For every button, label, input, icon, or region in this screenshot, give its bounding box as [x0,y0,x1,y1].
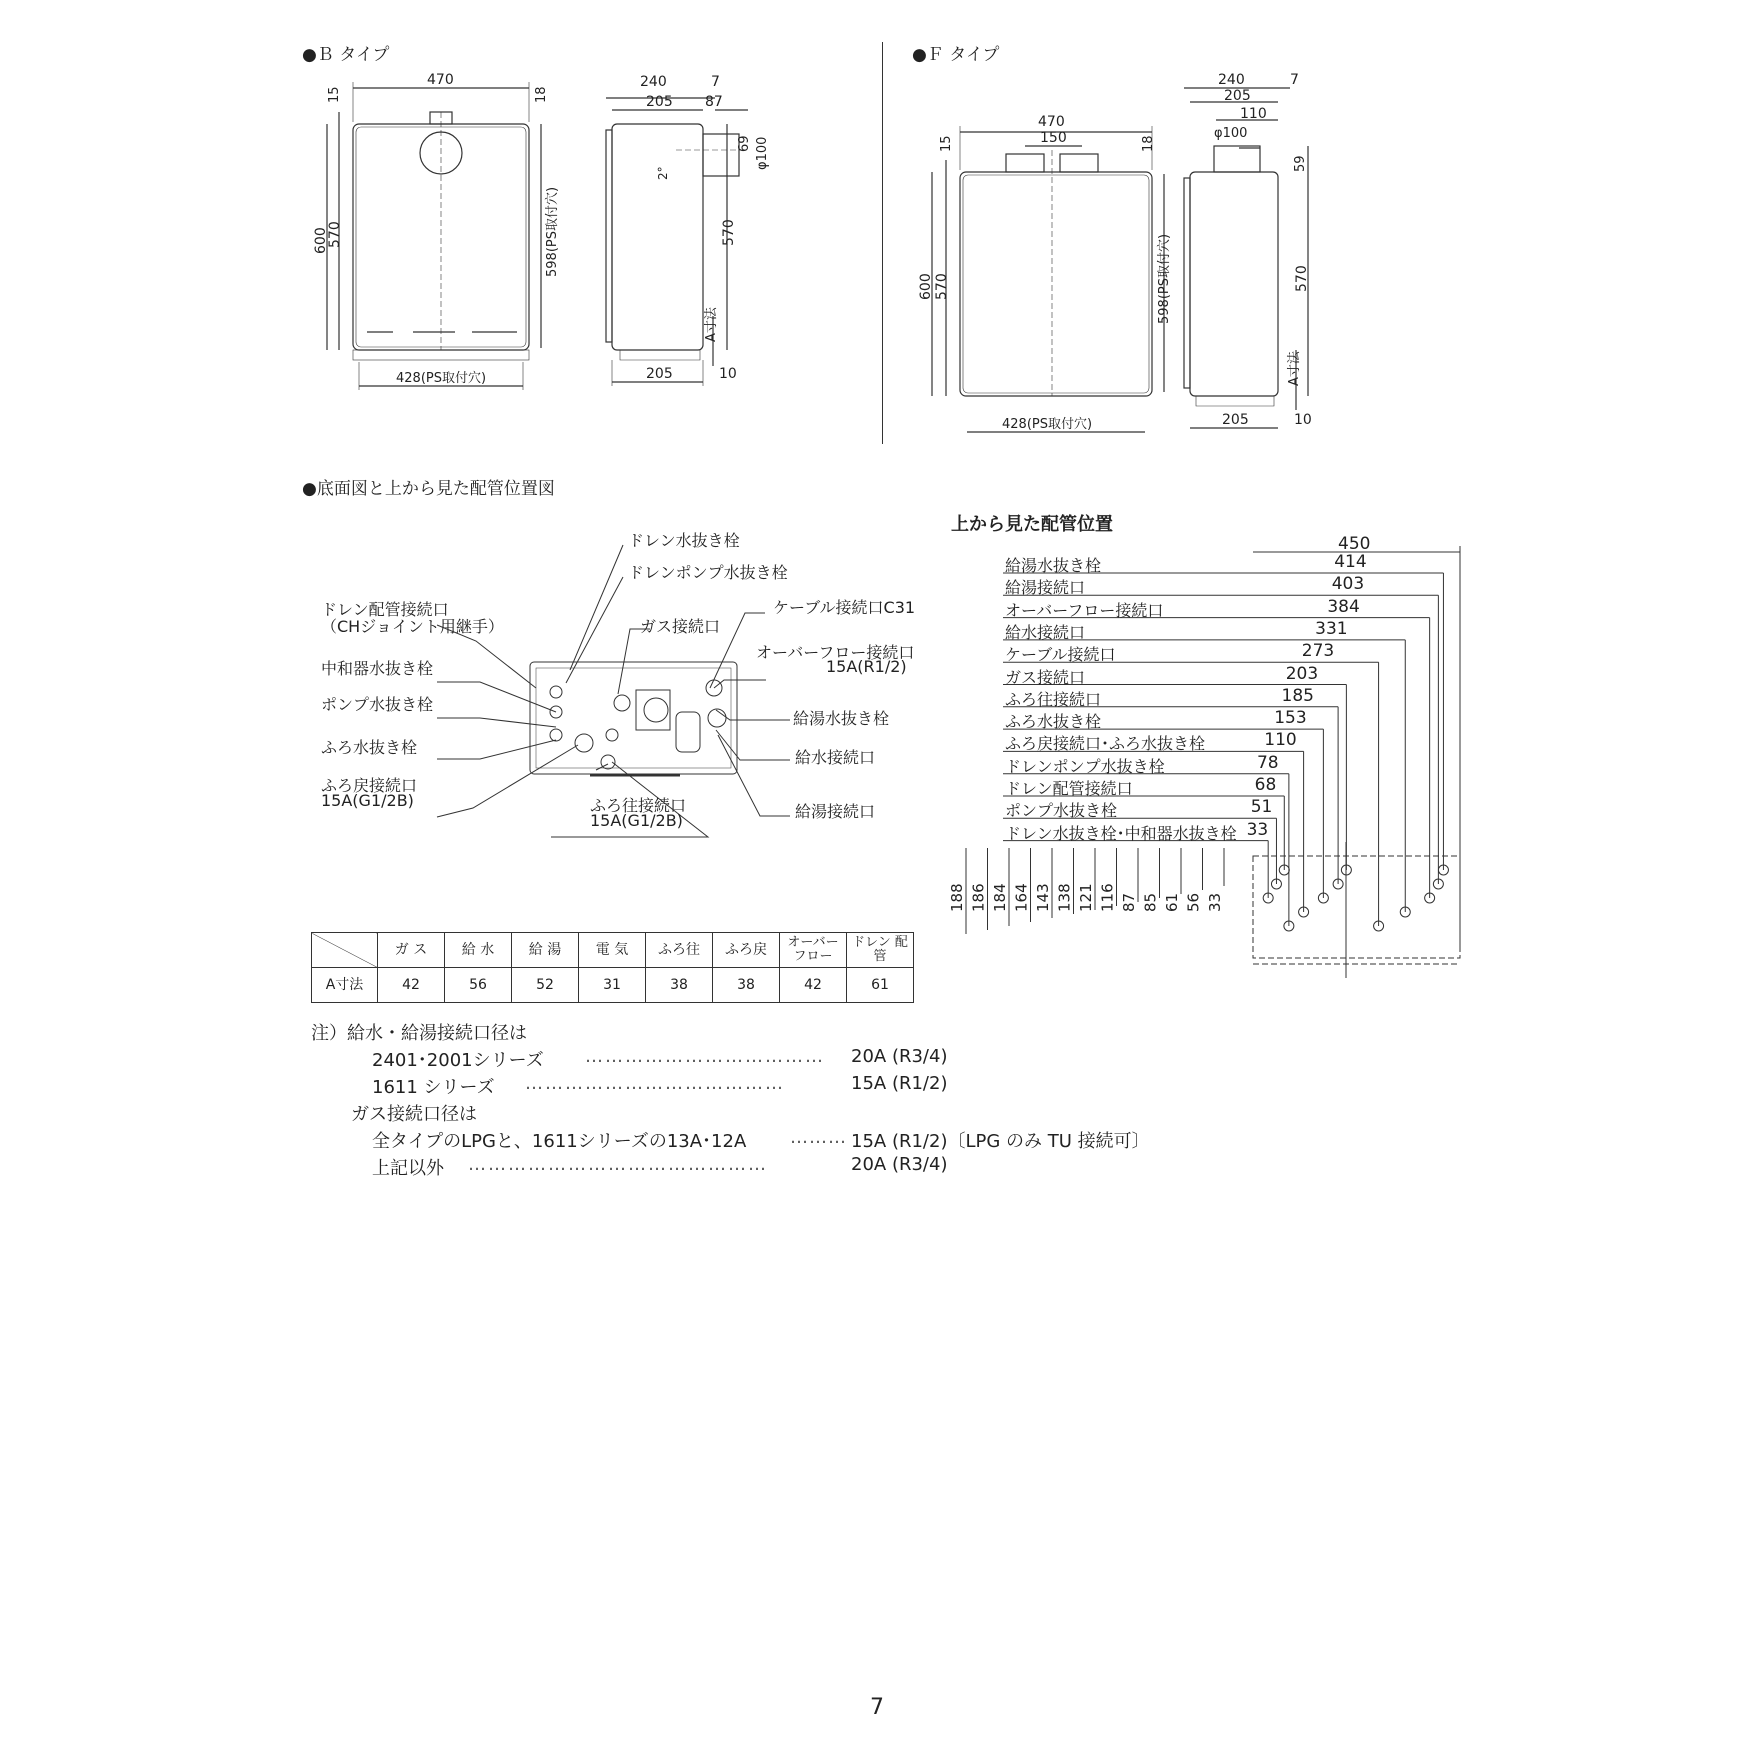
pipe-vertical-dimension: 85 [1141,892,1160,912]
svg-text:87: 87 [705,94,723,110]
value-bath-return: 38 [713,968,780,1003]
pipe-position-value: 414 [1334,552,1367,572]
note-2401-value: 20A (R3/4) [851,1046,948,1067]
svg-text:598(PS取付穴): 598(PS取付穴) [1157,233,1172,324]
pipe-vertical-dimension: 186 [969,883,988,912]
pipe-vertical-dimension: 138 [1055,883,1074,912]
svg-text:600: 600 [918,273,934,300]
pipe-vertical-dimension: 184 [991,883,1009,912]
pipe-position-value: 384 [1327,596,1360,617]
svg-text:150: 150 [1040,130,1067,146]
value-electric: 31 [579,968,646,1003]
header-bath-out: ふろ往 [646,933,713,968]
value-overflow: 42 [780,968,847,1003]
pipe-position-value: 203 [1285,663,1319,684]
header-overflow: オーバー フロー [780,933,847,968]
svg-text:205: 205 [646,94,673,110]
pipe-position-value: 153 [1274,708,1307,729]
svg-text:205: 205 [1222,412,1249,428]
svg-text:18: 18 [534,86,549,103]
svg-text:110: 110 [1240,106,1267,122]
b-side-body [612,124,703,350]
value-water: 56 [445,968,512,1003]
label-bath-valve: ふろ水抜き栓 [321,738,418,757]
pipe-position-label: 給湯接続口 [1005,578,1086,598]
svg-text:570: 570 [721,219,737,246]
note-1611-value: 15A (R1/2) [851,1073,948,1094]
header-bath-return: ふろ戻 [713,933,780,968]
bottom-unit-body [530,662,737,774]
pipe-position-value: 33 [1246,819,1269,840]
svg-text:69: 69 [737,135,752,152]
svg-text:598(PS取付穴): 598(PS取付穴) [545,186,560,277]
value-bath-out: 38 [646,968,713,1003]
label-drain-pipe-sub: （CHジョイント用継手） [321,617,504,636]
svg-text:10: 10 [719,366,737,382]
label-bath-out: ふろ往接続口 [590,796,687,815]
section-b-type: ●Ｂ タイプ [302,45,390,65]
pipe-position-label: ドレン水抜き栓･中和器水抜き栓 [1005,823,1237,843]
table-row [312,968,914,1003]
section-f-type: ●Ｆ タイプ [912,45,1000,65]
pipe-position-value: 78 [1256,752,1279,773]
label-drain-pump-valve: ドレンポンプ水抜き栓 [628,563,788,582]
note-leader-dots: ……………………………… [585,1046,825,1067]
pipe-position-label: ふろ水抜き栓 [1005,712,1102,732]
svg-text:205: 205 [1224,88,1251,104]
pipe-position-value: 185 [1281,685,1314,706]
svg-text:18: 18 [1141,135,1156,152]
label-bath-return: ふろ戻接続口 [321,776,418,795]
note-other-value: 20A (R3/4) [851,1154,948,1175]
label-hot-conn: 給湯接続口 [795,802,876,821]
value-drain: 61 [847,968,914,1003]
pipe-vertical-dimension: 188 [948,883,966,912]
header-electric: 電 気 [579,933,646,968]
svg-text:7: 7 [711,74,720,90]
pipe-vertical-dimension: 87 [1120,892,1138,912]
note-leader-dots: ……………………………………… [468,1154,768,1175]
label-pump-valve: ポンプ水抜き栓 [321,695,434,714]
pipe-vertical-dimension: 61 [1163,892,1181,912]
table-header-row [312,933,914,968]
value-hot: 52 [512,968,579,1003]
svg-text:7: 7 [1290,72,1299,88]
note-lpg-label: 全タイプのLPGと、1611シリーズの13A･12A [372,1131,747,1152]
header-hot: 給 湯 [512,933,579,968]
pipe-position-label: ふろ戻接続口･ふろ水抜き栓 [1005,734,1206,754]
note-leader-dots: ……… [790,1127,847,1148]
svg-text:570: 570 [327,221,343,248]
svg-text:428(PS取付穴): 428(PS取付穴) [1002,417,1093,432]
label-gas: ガス接続口 [640,617,721,636]
pipe-position-value: 51 [1250,797,1273,818]
label-cable: ケーブル接続口C31 [773,598,916,617]
pipe-position-label: オーバーフロー接続口 [1005,600,1164,620]
svg-text:570: 570 [934,273,950,300]
label-water-conn: 給水接続口 [795,748,876,767]
table-corner-cell [312,933,378,968]
pipe-position-value: 331 [1315,618,1348,639]
row-label: A寸法 [312,968,378,1003]
pipe-position-label: ポンプ水抜き栓 [1005,801,1118,821]
note-1611-label: 1611 シリーズ [372,1077,495,1098]
pipe-position-label: ドレンポンプ水抜き栓 [1005,756,1165,776]
svg-text:10: 10 [1294,412,1312,428]
note-2401-label: 2401･2001シリーズ [372,1050,544,1071]
label-neutralizer: 中和器水抜き栓 [321,659,434,678]
svg-text:240: 240 [1218,72,1245,88]
value-gas: 42 [378,968,445,1003]
label-overflow: オーバーフロー接続口 [756,643,915,662]
pipe-position-value: 273 [1301,641,1335,662]
pipe-position-label: 給湯水抜き栓 [1005,556,1102,575]
svg-text:205: 205 [646,366,673,382]
label-drain-valve: ドレン水抜き栓 [628,531,740,550]
label-overflow-size: 15A(R1/2) [826,657,907,676]
section-top-view: 上から見た配管位置 [951,514,1113,535]
pipe-position-value: 110 [1264,730,1297,751]
b-width: 470 [427,72,454,88]
header-water: 給 水 [445,933,512,968]
pipe-position-label: ドレン配管接続口 [1005,779,1133,798]
pipe-vertical-dimension: 116 [1098,883,1117,912]
pipe-position-label: 給水接続口 [1005,622,1086,642]
svg-text:A寸法: A寸法 [704,307,719,342]
svg-text:A寸法: A寸法 [1287,351,1302,386]
section-bottom-view: ●底面図と上から見た配管位置図 [302,479,555,499]
note-water-size-title: 注）給水・給湯接続口径は [311,1023,527,1044]
note-gas-size-title: ガス接続口径は [351,1104,477,1125]
page-number: 7 [870,1695,884,1720]
svg-text:15: 15 [327,86,342,103]
note-lpg-value: 15A (R1/2)〔LPG のみ TU 接続可〕 [851,1131,1150,1152]
pipe-vertical-dimension: 143 [1034,883,1052,912]
pipe-position-label: ケーブル接続口 [1005,645,1116,665]
label-bath-out-size: 15A(G1/2B) [590,811,683,830]
pipe-vertical-dimension: 56 [1184,892,1203,912]
pipe-vertical-dimension: 121 [1077,883,1095,912]
svg-text:240: 240 [640,74,667,90]
svg-text:φ100: φ100 [755,136,770,170]
note-leader-dots: ………………………………… [525,1073,785,1094]
svg-text:59: 59 [1293,155,1308,172]
pipe-total-width: 450 [1338,534,1371,554]
svg-text:600: 600 [313,227,329,254]
a-dimension-table [311,932,914,1003]
svg-text:570: 570 [1294,265,1310,292]
label-hot-valve: 給湯水抜き栓 [793,709,890,728]
pipe-vertical-dimension: 164 [1012,883,1031,912]
header-drain: ドレン 配管 [847,933,914,968]
f-side-body [1190,172,1278,396]
svg-text:2°: 2° [656,166,670,180]
pipe-position-label: ガス接続口 [1005,667,1086,687]
svg-text:428(PS取付穴): 428(PS取付穴) [396,371,487,386]
label-bath-return-size: 15A(G1/2B) [321,791,414,810]
pipe-position-value: 403 [1331,574,1365,595]
svg-text:φ100: φ100 [1214,126,1248,141]
pipe-position-label: ふろ往接続口 [1005,689,1102,709]
note-other-label: 上記以外 [372,1158,444,1179]
f-front-body [960,172,1152,396]
svg-text:470: 470 [1038,114,1065,130]
svg-text:15: 15 [939,135,954,152]
label-drain-pipe: ドレン配管接続口 [321,600,449,619]
pipe-position-value: 68 [1254,775,1277,795]
pipe-vertical-dimension: 33 [1206,892,1224,912]
header-gas: ガ ス [378,933,445,968]
